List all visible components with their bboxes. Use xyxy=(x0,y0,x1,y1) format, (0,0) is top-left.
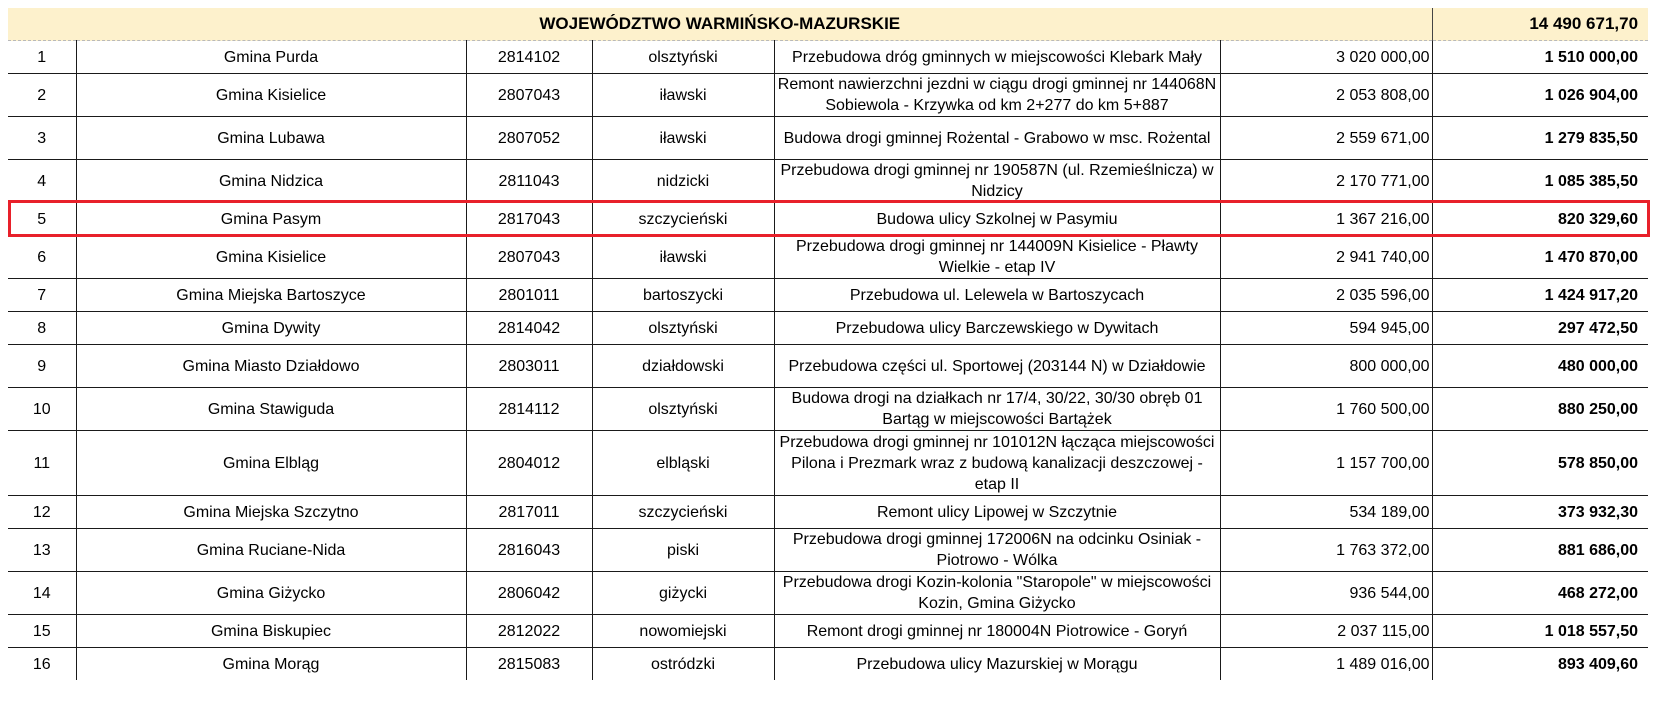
table-row xyxy=(8,74,1648,117)
voivodeship-title[interactable]: WOJEWÓDZTWO WARMIŃSKO-MAZURSKIE xyxy=(8,8,1432,41)
cell-gmina[interactable]: Gmina Lubawa xyxy=(76,117,466,160)
cell-powiat[interactable]: elbląski xyxy=(592,431,774,496)
cell-powiat[interactable]: piski xyxy=(592,529,774,572)
cell-teryt[interactable]: 2811043 xyxy=(466,160,592,203)
cell-koszt[interactable]: 1 157 700,00 xyxy=(1220,431,1432,496)
cell-koszt[interactable]: 2 035 596,00 xyxy=(1220,279,1432,312)
table-row xyxy=(8,345,1648,388)
cell-lp[interactable]: 14 xyxy=(8,572,76,615)
cell-koszt[interactable]: 1 763 372,00 xyxy=(1220,529,1432,572)
cell-teryt[interactable]: 2812022 xyxy=(466,615,592,648)
cell-dofinansowanie[interactable]: 1 424 917,20 xyxy=(1432,279,1648,312)
cell-lp[interactable]: 11 xyxy=(8,431,76,496)
cell-zadanie[interactable]: Przebudowa drogi gminnej nr 190587N (ul. Rzemieślnicza) w Nidzicy xyxy=(774,160,1220,203)
cell-teryt[interactable]: 2807052 xyxy=(466,117,592,160)
cell-dofinansowanie[interactable]: 1 085 385,50 xyxy=(1432,160,1648,203)
table-row xyxy=(8,572,1648,615)
cell-teryt[interactable]: 2806042 xyxy=(466,572,592,615)
cell-gmina[interactable]: Gmina Giżycko xyxy=(76,572,466,615)
table-row xyxy=(8,431,1648,496)
table-row xyxy=(8,648,1648,681)
cell-dofinansowanie[interactable]: 1 510 000,00 xyxy=(1432,41,1648,74)
cell-zadanie[interactable]: Przebudowa drogi gminnej 172006N na odcinku Osiniak - Piotrowo - Wólka xyxy=(774,529,1220,572)
cell-powiat[interactable]: nidzicki xyxy=(592,160,774,203)
cell-zadanie[interactable]: Remont nawierzchni jezdni w ciągu drogi gminnej nr 144068N Sobiewola - Krzywka od km 2+277 do km 5+887 xyxy=(774,74,1220,117)
cell-gmina[interactable]: Gmina Stawiguda xyxy=(76,388,466,431)
table-row xyxy=(8,160,1648,203)
cell-powiat[interactable]: olsztyński xyxy=(592,41,774,74)
cell-dofinansowanie[interactable]: 480 000,00 xyxy=(1432,345,1648,388)
cell-zadanie[interactable]: Budowa drogi gminnej Rożental - Grabowo w msc. Rożental xyxy=(774,117,1220,160)
cell-lp[interactable]: 9 xyxy=(8,345,76,388)
cell-dofinansowanie[interactable]: 468 272,00 xyxy=(1432,572,1648,615)
table-row xyxy=(8,236,1648,279)
cell-gmina[interactable]: Gmina Elbląg xyxy=(76,431,466,496)
table-row-highlighted xyxy=(8,203,1648,236)
cell-lp[interactable]: 2 xyxy=(8,74,76,117)
cell-zadanie[interactable]: Przebudowa drogi gminnej nr 144009N Kisielice - Pławty Wielkie - etap IV xyxy=(774,236,1220,279)
cell-lp[interactable]: 15 xyxy=(8,615,76,648)
cell-powiat[interactable]: olsztyński xyxy=(592,312,774,345)
cell-dofinansowanie[interactable]: 880 250,00 xyxy=(1432,388,1648,431)
cell-lp[interactable]: 10 xyxy=(8,388,76,431)
cell-gmina[interactable]: Gmina Miejska Szczytno xyxy=(76,496,466,529)
voivodeship-total[interactable]: 14 490 671,70 xyxy=(1432,8,1648,41)
cell-teryt[interactable]: 2807043 xyxy=(466,74,592,117)
cell-koszt[interactable]: 2 941 740,00 xyxy=(1220,236,1432,279)
cell-zadanie[interactable]: Remont ulicy Lipowej w Szczytnie xyxy=(774,496,1220,529)
cell-zadanie[interactable]: Budowa ulicy Szkolnej w Pasymiu xyxy=(774,203,1220,236)
cell-gmina[interactable]: Gmina Biskupiec xyxy=(76,615,466,648)
cell-lp[interactable]: 13 xyxy=(8,529,76,572)
cell-dofinansowanie[interactable]: 893 409,60 xyxy=(1432,648,1648,681)
cell-dofinansowanie[interactable]: 1 279 835,50 xyxy=(1432,117,1648,160)
cell-zadanie[interactable]: Budowa drogi na działkach nr 17/4, 30/22, 30/30 obręb 01 Bartąg w miejscowości Bartążek xyxy=(774,388,1220,431)
cell-teryt[interactable]: 2807043 xyxy=(466,236,592,279)
cell-zadanie[interactable]: Przebudowa ul. Lelewela w Bartoszycach xyxy=(774,279,1220,312)
cell-powiat[interactable]: ostródzki xyxy=(592,648,774,681)
cell-koszt[interactable]: 936 544,00 xyxy=(1220,572,1432,615)
cell-zadanie[interactable]: Przebudowa dróg gminnych w miejscowości Klebark Mały xyxy=(774,41,1220,74)
cell-lp[interactable]: 8 xyxy=(8,312,76,345)
cell-zadanie[interactable]: Przebudowa ulicy Barczewskiego w Dywitach xyxy=(774,312,1220,345)
cell-lp[interactable]: 4 xyxy=(8,160,76,203)
table-row xyxy=(8,615,1648,648)
cell-powiat[interactable]: szczycieński xyxy=(592,496,774,529)
cell-gmina[interactable]: Gmina Pasym xyxy=(76,203,466,236)
cell-powiat[interactable]: szczycieński xyxy=(592,203,774,236)
cell-powiat[interactable]: nowomiejski xyxy=(592,615,774,648)
cell-gmina[interactable]: Gmina Dywity xyxy=(76,312,466,345)
cell-lp[interactable]: 6 xyxy=(8,236,76,279)
table-row xyxy=(8,496,1648,529)
cell-dofinansowanie[interactable]: 1 470 870,00 xyxy=(1432,236,1648,279)
cell-gmina[interactable]: Gmina Miejska Bartoszyce xyxy=(76,279,466,312)
cell-lp[interactable]: 16 xyxy=(32,655,51,673)
cell-koszt[interactable]: 1 489 016,00 xyxy=(1220,648,1432,681)
voivodeship-header-row xyxy=(8,8,1648,41)
cell-dofinansowanie[interactable]: 820 329,60 xyxy=(1432,203,1648,236)
cell-dofinansowanie[interactable]: 881 686,00 xyxy=(1432,529,1648,572)
cell-koszt[interactable]: 1 760 500,00 xyxy=(1220,388,1432,431)
cell-lp[interactable]: 1 xyxy=(8,41,76,74)
cell-koszt[interactable]: 534 189,00 xyxy=(1220,496,1432,529)
cell-koszt[interactable]: 2 170 771,00 xyxy=(1220,160,1432,203)
cell-koszt[interactable]: 2 559 671,00 xyxy=(1220,117,1432,160)
cell-powiat[interactable]: iławski xyxy=(592,236,774,279)
cell-koszt[interactable]: 800 000,00 xyxy=(1220,345,1432,388)
cell-gmina[interactable]: Gmina Kisielice xyxy=(76,236,466,279)
cell-powiat[interactable]: giżycki xyxy=(592,572,774,615)
cell-powiat[interactable]: olsztyński xyxy=(592,388,774,431)
cell-zadanie[interactable]: Przebudowa części ul. Sportowej (203144 N) w Działdowie xyxy=(774,345,1220,388)
table-row xyxy=(8,279,1648,312)
cell-dofinansowanie[interactable]: 297 472,50 xyxy=(1432,312,1648,345)
cell-lp[interactable]: 12 xyxy=(8,496,76,529)
cell-teryt[interactable]: 2814102 xyxy=(466,41,592,74)
cell-gmina[interactable]: Gmina Miasto Działdowo xyxy=(76,345,466,388)
cell-lp[interactable]: 5 xyxy=(8,203,76,236)
cell-zadanie[interactable]: Przebudowa drogi gminnej nr 101012N łącząca miejscowości Pilona i Prezmark wraz z budową kanalizacji deszczowej - etap II xyxy=(774,431,1220,496)
table-row xyxy=(8,312,1648,345)
table-row xyxy=(8,117,1648,160)
cell-dofinansowanie[interactable]: 1 018 557,50 xyxy=(1432,615,1648,648)
cell-powiat[interactable]: iławski xyxy=(592,117,774,160)
cell-teryt[interactable]: 2816043 xyxy=(466,529,592,572)
cell-lp[interactable]: 7 xyxy=(8,279,76,312)
table-row xyxy=(8,41,1648,74)
cell-koszt[interactable]: 1 367 216,00 xyxy=(1220,203,1432,236)
cell-koszt[interactable]: 3 020 000,00 xyxy=(1220,41,1432,74)
cell-dofinansowanie[interactable]: 373 932,30 xyxy=(1432,496,1648,529)
cell-powiat[interactable]: iławski xyxy=(592,74,774,117)
cell-gmina[interactable]: Gmina Ruciane-Nida xyxy=(76,529,466,572)
cell-gmina[interactable]: Gmina Purda xyxy=(76,41,466,74)
cell-koszt[interactable]: 2 037 115,00 xyxy=(1220,615,1432,648)
cell-teryt[interactable]: 2801011 xyxy=(466,279,592,312)
cell-teryt[interactable]: 2814042 xyxy=(466,312,592,345)
spreadsheet-table xyxy=(8,8,1648,680)
cell-koszt[interactable]: 594 945,00 xyxy=(1220,312,1432,345)
cell-dofinansowanie[interactable]: 1 026 904,00 xyxy=(1432,74,1648,117)
cell-zadanie[interactable]: Remont drogi gminnej nr 180004N Piotrowice - Goryń xyxy=(774,615,1220,648)
cell-zadanie[interactable]: Przebudowa drogi Kozin-kolonia "Staropole" w miejscowości Kozin, Gmina Giżycko xyxy=(774,572,1220,615)
table-row xyxy=(8,529,1648,572)
cell-teryt[interactable]: 2817011 xyxy=(466,496,592,529)
cell-teryt[interactable]: 2817043 xyxy=(466,203,592,236)
table-row xyxy=(8,388,1648,431)
cell-teryt[interactable]: 2803011 xyxy=(466,345,592,388)
cell-teryt[interactable]: 2804012 xyxy=(466,431,592,496)
cell-powiat[interactable]: bartoszycki xyxy=(592,279,774,312)
cell-powiat[interactable]: działdowski xyxy=(592,345,774,388)
cell-koszt[interactable]: 2 053 808,00 xyxy=(1220,74,1432,117)
cell-dofinansowanie[interactable]: 578 850,00 xyxy=(1432,431,1648,496)
cell-gmina[interactable]: Gmina Kisielice xyxy=(76,74,466,117)
cell-gmina[interactable]: Gmina Morąg xyxy=(76,648,466,681)
cell-gmina[interactable]: Gmina Nidzica xyxy=(76,160,466,203)
cell-zadanie[interactable]: Przebudowa ulicy Mazurskiej w Morągu xyxy=(774,648,1220,681)
cell-teryt[interactable]: 2815083 xyxy=(466,648,592,681)
cell-lp[interactable]: 3 xyxy=(8,117,76,160)
cell-teryt[interactable]: 2814112 xyxy=(466,388,592,431)
